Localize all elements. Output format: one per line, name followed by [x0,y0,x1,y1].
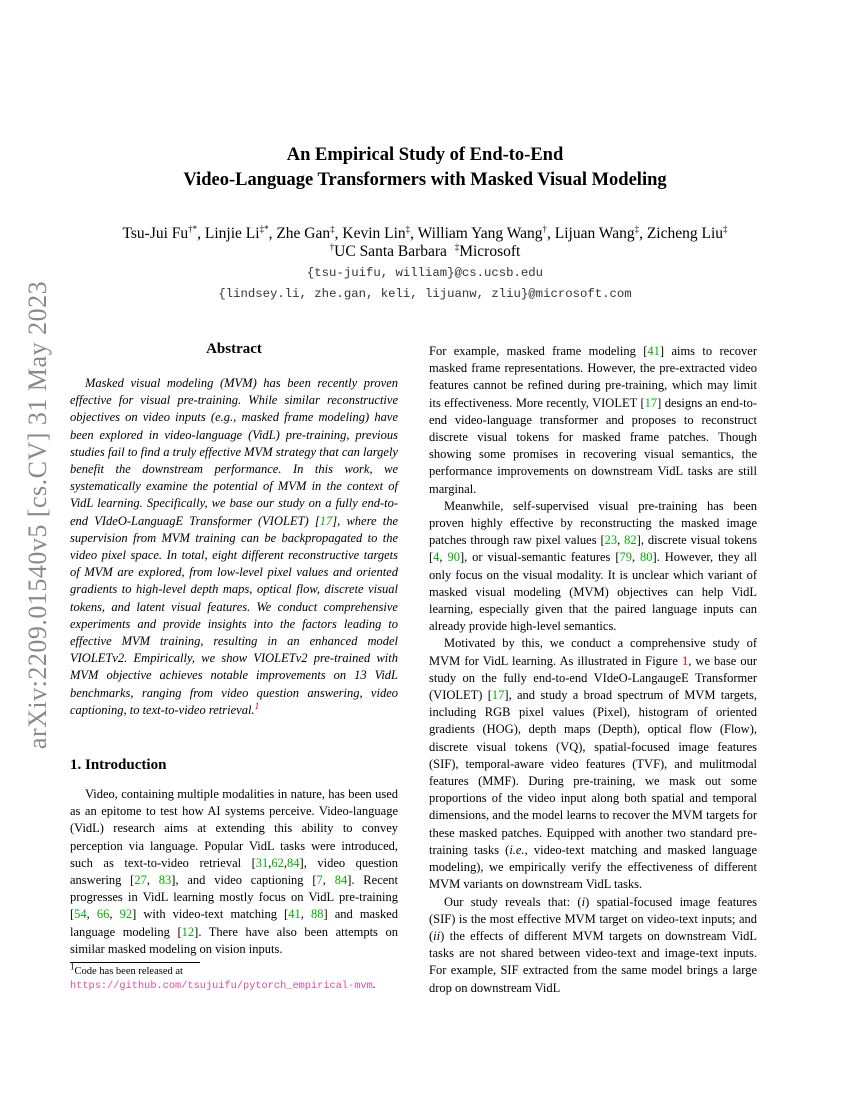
footnote-marker[interactable]: 1 [254,700,260,711]
citation-link[interactable]: 23 [604,533,618,548]
citation-link[interactable]: 12 [181,924,195,939]
paragraph: Motivated by this, we conduct a comprehensive study of MVM for VidL learning. As illustrated in Figure 1, we base our study on the fully end-to-end VIdeO-LangaugeE Transformer (VIOLET) [17], and study a broad spectrum of MVM targets, including RGB pixel values (Pixel), histogram of oriented gradients (HOG), depth maps (Depth), optical flow (Flow), discrete visual tokens (VQ), spatial-focused image features (SIF), temporal-aware video features (TVF), and mulitmodal features (MMF). During pre-training, we mask out some proportions of the video input along both spatial and temporal dimensions, and the model learns to recover the MVM targets for these masked patches. Equipped with another two standard pre-training tasks (i.e., video-text matching and masked language modeling), we empirically verify the effectiveness of different MVM variants on downstream VidL tasks. [429,636,758,892]
email-line-2: {lindsey.li, zhe.gan, keli, lijuanw, zliu}@microsoft.com [218,287,632,301]
citation-link[interactable]: 17 [319,513,333,528]
section-heading-introduction: 1. Introduction [70,757,167,773]
abstract-body: Masked visual modeling (MVM) has been recently proven effective for visual pre-training. While similar reconstructive objectives on video inputs (e.g., masked frame modeling) have been explored in video-language (VidL) pre-training, previous studies fail to find a truly effective MVM strategy that can largely benefit the downstream performance. In this work, we systematically examine the potential of MVM in the context of VidL learning. Specifically, we base our study on a fully end-to-end VIdeO-LanguagE Transformer (VIOLET) [17], where the supervision from MVM training can be backpropagated to the video pixel space. In total, eight different reconstructive targets of MVM are explored, from low-level pixel values and oriented gradients to high-level depth maps, optical flow, discrete visual tokens, and latent visual features. We conduct comprehensive experiments and provide insights into the factors leading to effective MVM training, resulting in an enhanced model VIOLETv2. Empirically, we show VIOLETv2 pre-trained with MVM objective achieves notable improvements on 13 VidL benchmarks, ranging from video question answering, video captioning, to text-to-video retrieval.$^1$ [70,376,398,717]
author-list: Tsu-Jui Fu†*, Linjie Li‡*, Zhe Gan‡, Kevin Lin‡, William Yang Wang†, Lijuan Wang‡, Zicheng Liu‡ [122,223,728,242]
citation-link[interactable]: 80 [640,550,653,565]
paragraph: Meanwhile, self-supervised visual pre-training has been proven highly effective by reconstructing the masked image patches through raw pixel values [23, 82], discrete visual tokens [4, 90], or visual-semantic features [79, 80]. However, they all only focus on the visual modality. It is unclear which variant of masked visual modeling (MVM) objectives can help VidL learning, especially given that the paired language inputs can already provide high-level semantics. [429,498,758,634]
footnote: $^1$Code has been released at https://github.com/tsujuifu/pytorch_empirical-mvm. [70,961,376,992]
citation-link[interactable]: 62 [271,855,284,870]
author: Linjie Li‡* [204,223,269,242]
paragraph: For example, masked frame modeling [41] aims to recover masked frame representations. However, the pre-extracted video features cannot be refined during pre-training, which may limit its effectiveness. More recently, VIOLET [17] designs an end-to-end video-language transformer and proposes to reconstruct discrete visual tokens for masked frame patches. Though showing some promises in recovering visual semantics, the performance improvements on downstream VidL tasks are still marginal. [429,344,757,496]
citation-link[interactable]: 7 [316,873,323,888]
citation-link[interactable]: 17 [491,688,505,703]
citation-link[interactable]: 66 [96,907,110,922]
citation-link[interactable]: 41 [647,344,660,358]
introduction-body: Video, containing multiple modalities in nature, has been used as an epitome to test how AI systems perceive. Video-language (VidL) research aims at extending this ability to convey perception via language. Popular VidL tasks were introduced, such as text-to-video retrieval [31,62,84], video question answering [27, 83], and video captioning [7, 84]. Recent progresses in VidL learning mostly focus on VidL pre-training [54, 66, 92] with video-text matching [41, 88] and masked language modeling [12]. There have also been attempts on similar masked modeling on vision inputs. [70,787,399,956]
arxiv-side-label: arXiv:2209.01540v5 [cs.CV] 31 May 2023 [23,280,52,750]
citation-link[interactable]: 84 [287,855,300,870]
title-line-1: An Empirical Study of End-to-End [286,145,564,165]
citation-link[interactable]: 82 [624,533,637,548]
citation-link[interactable]: 79 [619,550,632,565]
citation-link[interactable]: 92 [119,907,133,922]
citation-link[interactable]: 31 [255,855,269,870]
author: William Yang Wang† [417,223,547,242]
citation-link[interactable]: 41 [288,907,301,922]
citation-link[interactable]: 17 [644,395,658,410]
author: Zicheng Liu‡ [646,223,728,242]
citation-link[interactable]: 4 [433,550,440,565]
right-column-body [429,343,757,997]
paper-title [0,143,850,193]
author: Lijuan Wang‡ [554,223,640,242]
citation-link[interactable]: 27 [134,873,147,888]
citation-link[interactable]: 88 [310,907,324,922]
citation-link[interactable]: 54 [74,907,87,922]
title-line-2: Video-Language Transformers with Masked Visual Modeling [183,170,667,190]
author: Kevin Lin‡ [342,223,411,242]
paragraph: Our study reveals that: (i) spatial-focused image features (SIF) is the most effective MVM target on video-text inputs; and (ii) the effects of different MVM targets on downstream VidL tasks are not shared between video-text and image-text inputs. For example, SIF extracted from the same model brings a large drop on downstream VidL [429,894,757,995]
email-line-1: {tsu-juifu, william}@cs.ucsb.edu [306,266,544,280]
affiliations: †UC Santa Barbara ‡Microsoft [329,241,521,260]
citation-link[interactable]: 83 [158,873,172,888]
author: Zhe Gan‡ [276,223,335,242]
abstract-heading: Abstract [206,341,262,357]
code-url-link[interactable]: https://github.com/tsujuifu/pytorch_empirical-mvm [70,980,373,992]
citation-link[interactable]: 84 [334,873,348,888]
figure-ref-link[interactable]: 1 [681,653,689,668]
citation-link[interactable]: 90 [447,550,460,565]
author: Tsu-Jui Fu†* [122,223,198,242]
footnote-rule [70,962,200,963]
